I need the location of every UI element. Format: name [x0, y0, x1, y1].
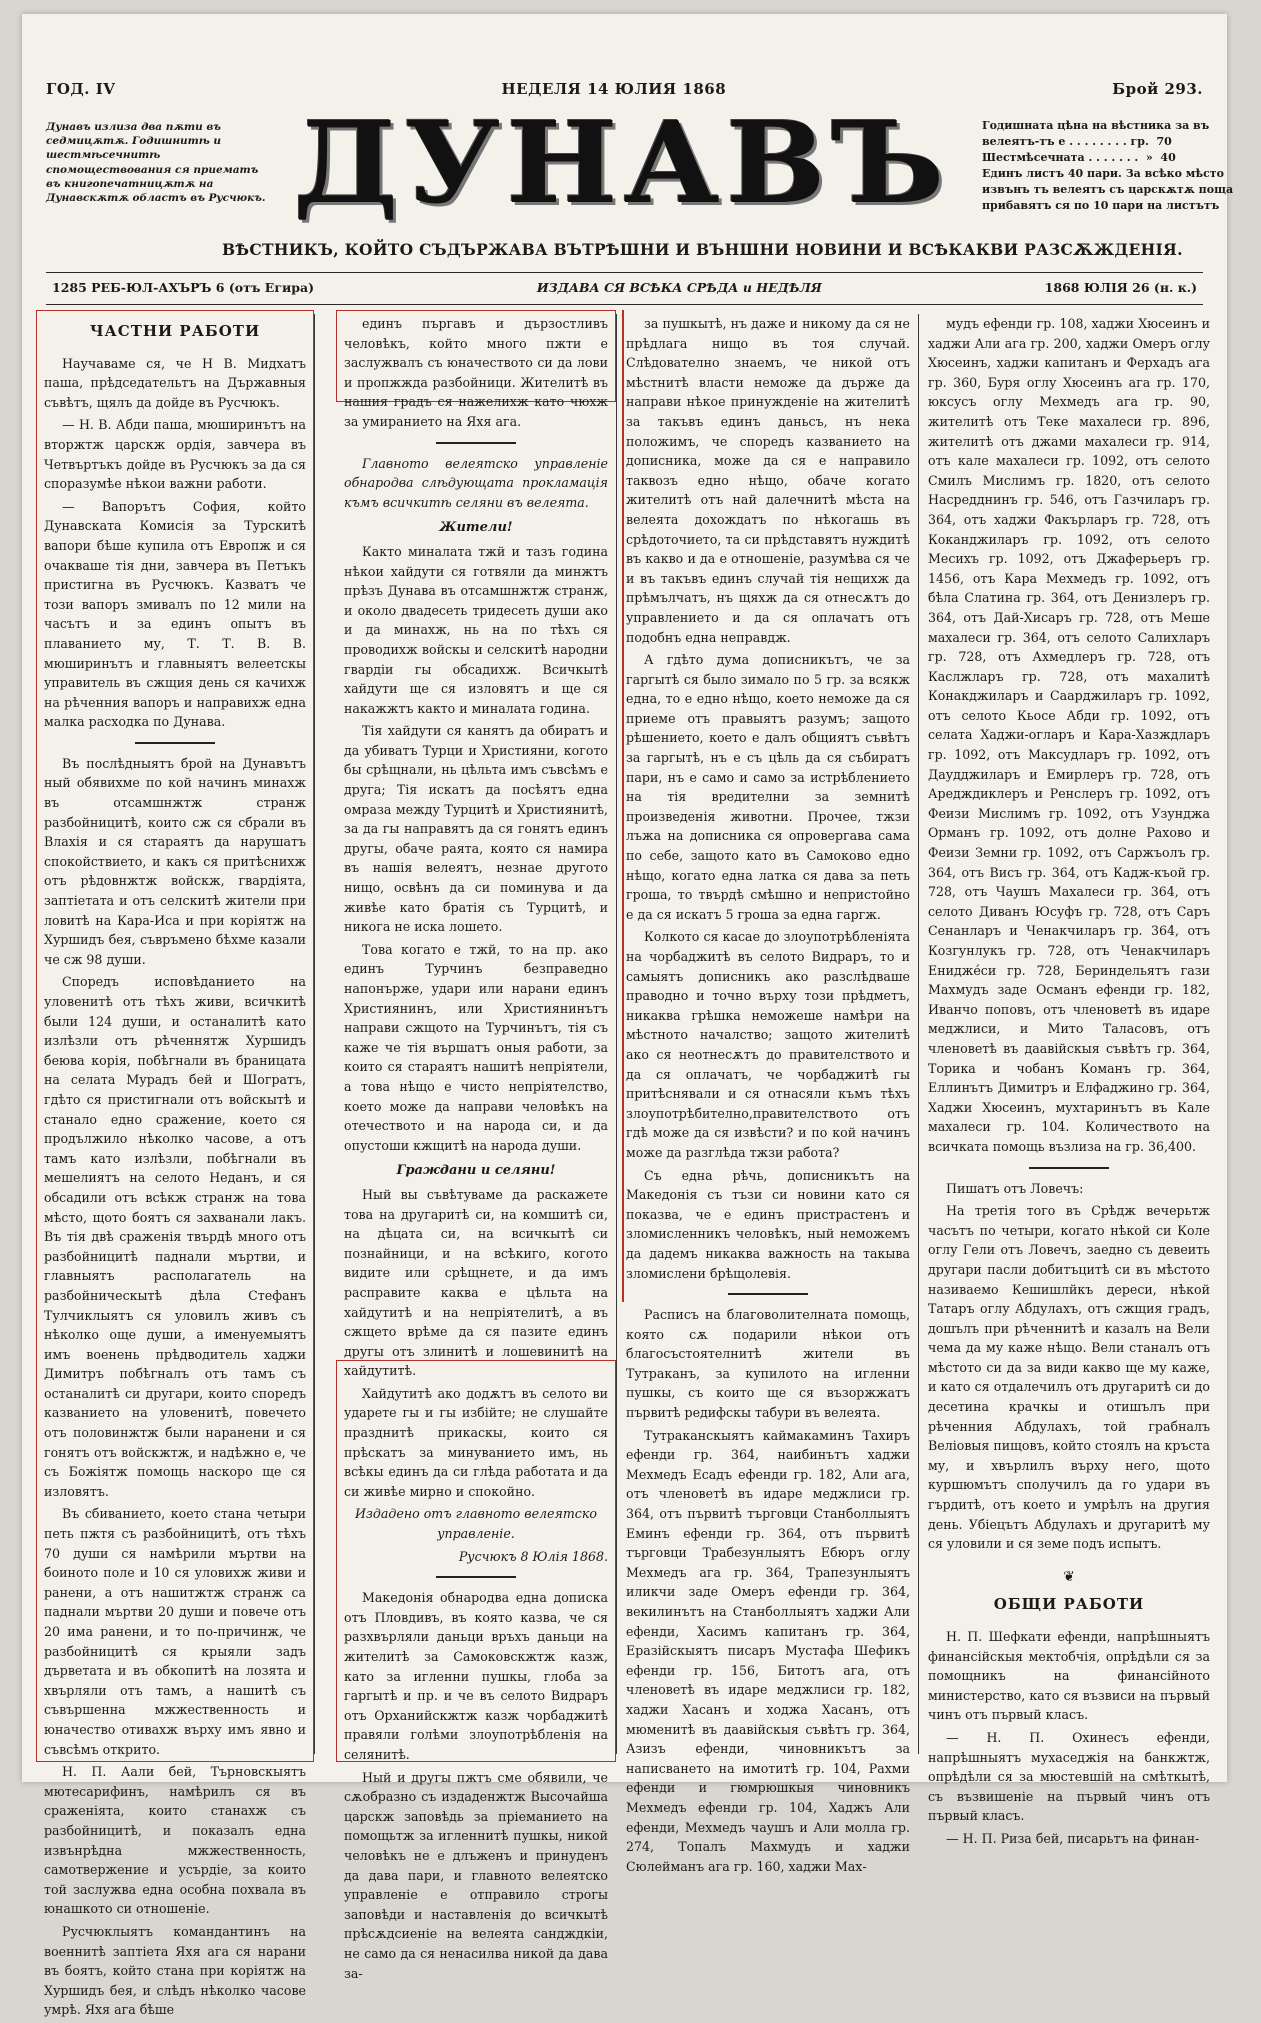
- article-paragraph: Ный и другы пжтъ сме обявили, че сѫобразно съ издаденжтж Высочайша царскж заповѣдь за пріеманието на помощьтж за игленнитѣ пушкы, никой человѣкъ не е длъженъ и принуденъ да дава пари, и главното велеятско управленіе е отправило строгы заповѣди и наставленія до всичкытѣ прѣсѫдсиеніе на велеята сандждкіи, не само да ся ненасилва никой да дава за-: [344, 1769, 608, 1981]
- ornament-icon: ❦: [1063, 1568, 1075, 1585]
- article-paragraph: Колкото ся касае до злоупотрѣбленіята на чорбаджитѣ въ селото Видраръ, то и самыятъ дописникъ ако разслѣдваше праводно и точно върху този прѣдметъ, никаква грѣшка неможеше намѣри на мѣстното началство; защото жителитѣ ако ся неотнесѫтъ до правителството и да ся оплачатъ, че чорбаджитѣ гы притѣснявали и ся отнасяли къмъ тѣхъ злоупотрѣбително,правителството отъ гдѣ може да ся извѣсти? и по кой начинъ може да разглѣда тжзи работа?: [626, 929, 910, 1160]
- price-line: велеятъ-тъ е . . . . . . . . гр. 70: [982, 134, 1172, 148]
- column-3: [626, 314, 910, 1879]
- article-paragraph: Съ една рѣчь, дописникътъ на Македонія съ тъзи си новини като ся показва, че е единъ пристрастенъ и зломисленникъ человѣкъ, ный неможемъ да дадемъ никаква важность на такыва зломислени брѣщолевія.: [626, 1167, 910, 1281]
- price-line: Единъ листъ 40 пари. За всѣко мѣсто: [982, 166, 1224, 180]
- article-paragraph: Македонія обнародва една дописка отъ Пловдивъ, въ която казва, че ся разхвърляли даньци връхъ даньци на жителитѣ за Самоковскжтж казж, като за игленни пушкы, глоба за гаргытѣ и пр. и че въ селото Видраръ отъ Орханийскжтж казж чорбаджитѣ правяли голѣми злоупотрѣбленія на селянитѣ.: [344, 1590, 608, 1762]
- article-paragraph: Това когато е тжй, то на пр. ако единъ Турчинъ безправедно напонърже, удари или нарани единъ Християнинъ, или Християнинътъ направи сжщото на Турчинътъ, тія съ каже че тія вършатъ оныя работи, за които ся стараятъ нашитѣ непріятели, а това нѣщо е чисто непріятелство, което може да направи человѣкъ на отечеството и на народа си, и да опустоши кжщитѣ на народа души.: [344, 941, 608, 1153]
- separator: [728, 1293, 808, 1295]
- highlight-box: [622, 310, 624, 1302]
- issue-number: Брой 293.: [1112, 80, 1203, 98]
- article-paragraph: — Н. В. Абди паша, мюширинътъ на вторжтж царскж ордія, завчера въ Четвъртъкъ дойде въ Русчюкъ за да ся споразумѣе нѣкои важни работи.: [44, 417, 306, 492]
- proclamation-greeting: Граждани и селяни!: [396, 1163, 556, 1179]
- price-line: Годишната цѣна на вѣстника за въ: [982, 119, 1210, 132]
- article-paragraph: Н. П. Аали бей, Търновскыятъ мютесарифинъ, намѣрилъ ся въ сраженіята, които станахж съ разбойницитѣ, и показалъ една извънрѣдна мжжественность, самотвержение и усърдіе, за които той заслужва една особна похвала въ юнашкото си отношеніе.: [44, 1764, 306, 1917]
- masthead: [292, 96, 952, 230]
- article-paragraph: Ный вы съвѣтуваме да раскажете това на другаритѣ си, на комшитѣ си, на дѣцата си, на всичкытѣ си познайници, и на всѣкиго, когото видите или срѣщнете, и да имъ распрaвите каква е цѣльта на хайдутитѣ и на непріятелитѣ, а въ сжщето врѣме да ся пазите единъ другы отъ злинитѣ и лошевинитѣ на хайдутитѣ.: [344, 1186, 608, 1379]
- issued-by: Издадено отъ главното велеятско управленіе.: [355, 1506, 597, 1542]
- article-paragraph: Както миналата тжй и тазъ година нѣкои хайдути ся готвяли да минжтъ прѣзъ Дунава въ отсамшнжтж странж, и около двадесеть тридесеть души ако и да минахж, нь на по тѣхъ ся проводихж войскы и селскитѣ народни гвардіи гы обсадихж. Всичкытѣ хайдути ще ся изловятъ и ще ся накажжтъ както и миналата година.: [344, 543, 608, 716]
- column-divider: [918, 314, 919, 1754]
- subscription-prices: [982, 118, 1234, 214]
- divider: [46, 272, 1203, 273]
- separator: [436, 442, 516, 444]
- publishing-schedule: ИЗДАВА СЯ ВСѢКА СРѢДА и НЕДѢЛЯ: [536, 280, 822, 295]
- place-date: Русчюкъ 8 Юлія 1868.: [458, 1548, 608, 1564]
- article-paragraph: Тутраканскыятъ каймакаминъ Тахиръ ефенди гр. 364, наибинътъ хаджи Мехмедъ Есадъ ефенди гр. 182, Али ага, отъ членоветѣ въ идаре меджлиси гр. 364, отъ първитѣ търговци Станболлыятъ Еминъ ефенди гр. 364, отъ първитѣ търговци Трабезунлыятъ Ебюръ оглу Мехмедъ ага гр. 364, Трапезунлыятъ иликчи заде Омеръ ефенди гр. 364, векилинътъ на Станболлыятъ хаджи Али ефенди, Хасимъ капитанъ гр. 364, Еразійскыятъ писаръ Мустафа Шефикъ ефенди гр. 156, Битотъ ага, отъ членоветѣ въ идаре меджлиси гр. 182, хаджи Хасанъ и ходжа Хасанъ, отъ мюменитѣ въ даавійскыя съвѣтъ гр. 364, Азизъ ефенди, чиновникътъ за написването на имотитѣ гр. 104, Рахми ефенди и гюмрюшкыя чиновникъ Мехмедъ ефенди гр. 104, Хаджъ Али ефенди, Мехмедъ чаушъ и Али молла гр. 274, Топалъ Махмудъ и хаджи Сюлейманъ ага гр. 160, хаджи Мах-: [626, 1427, 910, 1874]
- section-heading: ЧАСТНИ РАБОТИ: [89, 322, 261, 340]
- article-paragraph: На третія того въ Срѣдж вечерьтж часътъ по четыри, когато нѣкой си Коле оглу Гели отъ Ловечъ, заедно съ девеить другари пасли добитъцитѣ си въ мѣстото називаемо Кешишлйкъ дереси, нѣкой Татаръ оглу Абдулахъ, отъ сжщия градъ, дошълъ при рѣченнитѣ и казалъ на Вели чема да му каже нѣщо. Вели станалъ отъ мѣстото си да за види какво ще му каже, и като ся отдалечилъ отъ другаритѣ си до десетина крачкы и отишълъ при рѣченния Абдулахъ, той грабналъ Веліовыя пищовъ, който стоялъ на кръста му, и хвърлилъ върху него, щото куршюмътъ сполучилъ да го удари въ гърдитѣ, отъ което и умрѣлъ на другия день. Убіецътъ Абдулахъ и другаритѣ му ся уловили и ся земе подъ испытъ.: [928, 1203, 1210, 1552]
- proclamation-intro: Главното велеятско управленіе обнародва слѣдующата прокламація къмъ всичкитѣ селяни въ велеята.: [344, 455, 608, 510]
- column-2: [344, 314, 608, 1986]
- top-line: [46, 80, 1203, 98]
- article-paragraph: — Н. П. Охинесъ ефенди, напрѣшныятъ мухаседжія на банкжтж, опрѣдѣли ся за мюстевшій на смѣткытѣ, съ възвишеніе на първый чинъ отъ първый класъ.: [928, 1729, 1210, 1824]
- article-paragraph: Тія хайдути ся канятъ да обиратъ и да убиватъ Турци и Християни, когото бы срѣщнали, нь цѣльта имъ съвсѣмъ е друга; Тія искатъ да посѣятъ една омраза между Турцитѣ и Християнитѣ, за да гы направятъ да ся гонятъ единъ другы, обаче раята, която ся намира въ нашія велеятъ, незнае другото нищо, освѣнъ да си поминува и да живѣе като братія съ Турцитѣ, и никога не иска лошето.: [344, 723, 608, 935]
- article-paragraph: А гдѣто дума дописникътъ, че за гаргытѣ ся было зимало по 5 гр. за всякж една, то е едно нѣщо, което неможе да ся приеме отъ правыятъ разумъ; защото рѣшението, което е далъ общиятъ съвѣтъ за гаргытѣ, нъ е съ цѣль да ся събиратъ пари, нъ е само и само за истрѣблението на тія вредителни за земнитѣ произведенія животни. Прочее, тжзи лъжа на дописника ся опровергава сама по себе, защото като въ Самоково едно нѣщо, когато една латка ся дава за петь гроша, то твърдѣ смѣшно и непристойно е да ся искатъ 5 гроша за една гаргж.: [626, 652, 910, 922]
- divider: [46, 304, 1203, 305]
- gregorian-date: 1868 ЮЛIЯ 26 (н. к.): [1044, 280, 1197, 295]
- proclamation-greeting: Жители!: [439, 520, 513, 536]
- newspaper-title: ДУНАВЪ: [293, 96, 951, 229]
- column-divider: [616, 314, 617, 1754]
- newspaper-page: [22, 14, 1234, 2018]
- newspaper-subtitle: ВѢСТНИКЪ, КОЙТО СЪДЪРЖАВА ВЪТРѢШНИ И ВЪНШНИ НОВИНИ И ВСѢКАКВИ РАЗСѪЖДЕНIЯ.: [222, 240, 1183, 259]
- price-line: Шестмѣсечната . . . . . . . » 40: [982, 150, 1176, 164]
- year-label: ГОД. IV: [46, 80, 116, 98]
- hijri-date: 1285 РЕБ-ЮЛ-АХЪРЪ 6 (отъ Егира): [52, 280, 315, 295]
- column-1: [44, 314, 306, 2023]
- article-paragraph: Пишатъ отъ Ловечъ:: [946, 1180, 1084, 1196]
- article-paragraph: Въ сбиванието, което стана четыри петь пжтя съ разбойницитѣ, отъ тѣхъ 70 души ся намѣрили мъртви на боиното поле и 10 ся уловихж живи и ранени, а отъ нашитжтж странж са паднали мъртви 20 души и повече отъ 20 има ранени, и то по-причинж, че разбойницитѣ ся крыяли задъ дърветата и въ обкопитѣ на лозята и хвърляли отъ тамъ, а нашитѣ съ съвършенна мжжественность и юначество отивахж върху имъ явно и съвсѣмъ открито.: [44, 1506, 306, 1757]
- article-paragraph: Хайдутитѣ ако додѫтъ въ селото ви ударете гы и гы избійте; не слушайте празднитѣ прикаскы, които ся прѣскатъ за минуванието имъ, нь всѣкы единъ да си глѣда работата и да си живѣе мирно и спокойно.: [344, 1385, 608, 1499]
- price-line: прибавятъ ся по 10 пари на листътъ: [982, 198, 1220, 212]
- column-4: [928, 314, 1210, 1852]
- article-paragraph: Расписъ на благоволителната помощь, която сѫ подарили нѣкои отъ благосъстоятелнитѣ жители въ Тутраканъ, за купилото на игленни пушкы, съ които ще ся възоржжатъ първитѣ редифскы табури въ велеята.: [626, 1307, 910, 1421]
- article-paragraph: — Н. П. Риза бей, писарьтъ на финан-: [946, 1830, 1200, 1846]
- separator: [436, 1576, 516, 1578]
- separator: [135, 742, 215, 744]
- article-paragraph: за пушкытѣ, нъ даже и никому да ся не прѣдлага нищо въ тоя случай. Слѣдователно знаемъ, че никой отъ мѣстнитѣ власти неможе да държе да направи нѣкое принужденіе на жителитѣ за такъвъ единъ даньcъ, нъ нека положимъ, че споредъ казванието на дописника, може да ся е направило таквозъ едно нѣщо, обаче когато жителитѣ отъ най далечнитѣ мѣста на велеята дохождатъ по нѣкогашь въ срѣдоточието, та си прѣдставятъ нуждитѣ въ какво и да е отношеніе, разумѣва ся че и въ такъвъ единъ случай тія нещихж да прѣмълчатъ, нъ щяхж да ся отнесѫтъ до управлението и да ся оплачатъ отъ подобнъ една неправдж.: [626, 316, 910, 645]
- price-line: извънъ тъ велеятъ съ царскѫтѫ поща: [982, 182, 1234, 196]
- section-heading: ОБЩИ РАБОТИ: [993, 1595, 1145, 1614]
- article-paragraph: Въ послѣдныятъ брой на Дунавътъ ный обявихме по кой начинъ минахж въ отсамшнжтж странж разбойницитѣ, които сж ся сбрали въ Влахія и ся стараятъ да нарушатъ спокойствието, и какъ ся притѣснихж отъ рѣдовнжтж войскж, гвардіята, заптіетата и отъ селскитѣ жители при ловитѣ на Кара-Иса и при корiятж на Хуршидъ бея, съвръмено бѣхме казали че сж 98 души.: [44, 755, 306, 967]
- article-paragraph: Русчюклыятъ командантинъ на военнитѣ заптіета Яхя ага ся нарани въ боятъ, който стана при корiятж на Хуршидъ бея, и слѣдъ нѣколко часове умрѣ. Яхя ага бѣше: [44, 1923, 306, 2018]
- article-paragraph: единъ пъргавъ и дързостливъ человѣкъ, който много пжти е заслужвалъ съ юначеството си да лови и пропжжда разбойници. Жителитѣ въ нашия градъ ся нажелихж като чюхж за умиранието на Яхя ага.: [344, 316, 608, 429]
- article-paragraph: Научаваме ся, че Н В. Мидхатъ паша, прѣдседательтъ на Държавныя съвѣтъ, щялъ да дойде въ Русчюкъ.: [44, 355, 306, 410]
- article-paragraph: Споредъ исповѣданието на уловенитѣ отъ тѣхъ живи, всичкитѣ были 124 души, и останалитѣ като излѣзли отъ рѣченнятж Хуршидъ беюва корія, побѣгнали въ браницата на селата Мурадъ бей и Шогратъ, гдѣто ся пристигнали отъ войскытѣ и станало едно сражение, което ся продължило нѣколко часове, а отъ тамъ като излѣзли, побѣгнали въ мешелиятъ на селото Неданъ, и ся обсадили отъ всѣкж странж на това мѣсто, щото боятъ ся захванали лакъ. Въ тія двѣ сраженія твърдѣ много отъ разбойницитѣ паднали мъртви, и главныятъ располагатель на разбойническытѣ дѣла Стефанъ Тулчиклыятъ ся уловилъ живъ съ нѣколко още души, а именуемыятъ имъ военень прѣдводитель хаджи Димитръ побѣгналъ отъ тамъ съ останалитѣ си другари, които споредъ казванието на уловенитѣ, повечето отъ половинжтж были наранени и ся гонятъ отъ войскжтж, и надѣжно е, че съ Божіятж помощь наскоро ще ся изловятъ.: [44, 974, 306, 1499]
- article-paragraph: мудъ ефенди гр. 108, хаджи Хюсеинъ и хаджи Али ага гр. 200, хаджи Омеръ оглу Хюсеинъ, хаджи капитанъ и Ферхадъ ага гр. 360, Буря оглу Хюсеинъ ага гр. 170, юксусъ оглу Мехмедъ ага гр. 90, жителитѣ отъ Теке махалеси гр. 896, жителитѣ отъ джами махалеси гр. 914, отъ кале махалеси гр. 1092, отъ селото Смилъ Мислимъ гр. 1820, отъ селото Насредднинъ гр. 546, отъ Газчиларъ гр. 364, отъ хаджи Факърларъ гр. 728, отъ Коканджиларъ гр. 1092, отъ селото Месихъ гр. 1092, отъ Джаферьеръ гр. 1456, отъ Кара Мехмедъ гр. 1092, отъ бѣла Слатина гр. 364, отъ Денизлеръ гр. 364, отъ Дай-Хисаръ гр. 728, отъ Меше махалеси гр. 364, отъ селото Салихларъ гр. 728, отъ Ахмедлеръ гр. 728, отъ Каслжларъ гр. 728, отъ махалитѣ Конакджиларъ и Саарджиларъ гр. 1092, отъ селото Кьосе Абди гр. 1092, отъ селата Хаджи-огларъ и Кара-Хазждларъ гр. 1092, отъ Максудларъ гр. 1092, отъ Даудджиларъ и Емирлеръ гр. 728, отъ Аредждиклеръ и Ренслеръ гр. 1092, отъ Феизи Мислимъ гр. 1092, отъ Узунджа Орманъ гр. 1092, отъ долне Рахово и Феизи Земни гр. 1092, отъ Саржъолъ гр. 364, отъ Висъ гр. 364, отъ Кадж-къой гр. 728, отъ Чаушъ Махалеси гр. 364, отъ селото Диванъ Юсуфъ гр. 728, отъ Саръ Сенанларъ и Ченакчиларъ гр. 364, отъ Козгунлукъ гр. 728, отъ Ченакчиларъ Енидже́си гр. 728, Бериндельятъ гази Махмудъ заде Османъ ефенди гр. 182, Иванчо поповъ, отъ членоветѣ въ идаре меджлиси, и Мито Таласовъ, отъ членоветѣ въ даавійскыя съвѣтъ гр. 364, Торика и чобанъ Команъ гр. 364, Еллинътъ Димитръ и Елфаджино гр. 364, Хаджи Хюсеинъ, мухтаринътъ въ Кале махалеси гр. 104. Количеството на всичката помощь възлиза на гр. 36,400.: [928, 316, 1210, 1154]
- publication-note: Дунавъ излиза два пѫти въ седмицѫтѫ. Годишнитѣ и шестмѣсечнитѣ спомоществования ся приематъ въ книгопечатницѫтѫ на Дунавскѫтѫ областъ въ Русчюкъ.: [46, 121, 266, 204]
- article-paragraph: Н. П. Шефкати ефенди, напрѣшныятъ финансійскыя мектобчія, опрѣдѣли ся за помощникъ на финансійното министерство, като ся възвиси на първый чинъ отъ първый класъ.: [928, 1629, 1210, 1723]
- dateline: [52, 280, 1197, 295]
- issue-date: НЕДЕЛЯ 14 ЮЛИЯ 1868: [501, 80, 727, 98]
- article-paragraph: — Вапорътъ София, който Дунавската Комисія за Турскитѣ вапори бѣше купила отъ Европж и ся очакваше тія дни, завчера въ Петъкъ пристигна въ Русчюкъ. Казватъ че този вапоръ змивалъ по 12 мили на часътъ и за единъ опытъ въ плаванието му, Т. Т. В. В. мюширинътъ и главныятъ велеетскы управитель въ сжщия день ся качихж на рѣченния вапоръ и направихж една малка расходка по Дунава.: [44, 498, 306, 730]
- separator: [1029, 1167, 1109, 1169]
- column-divider: [314, 314, 315, 1754]
